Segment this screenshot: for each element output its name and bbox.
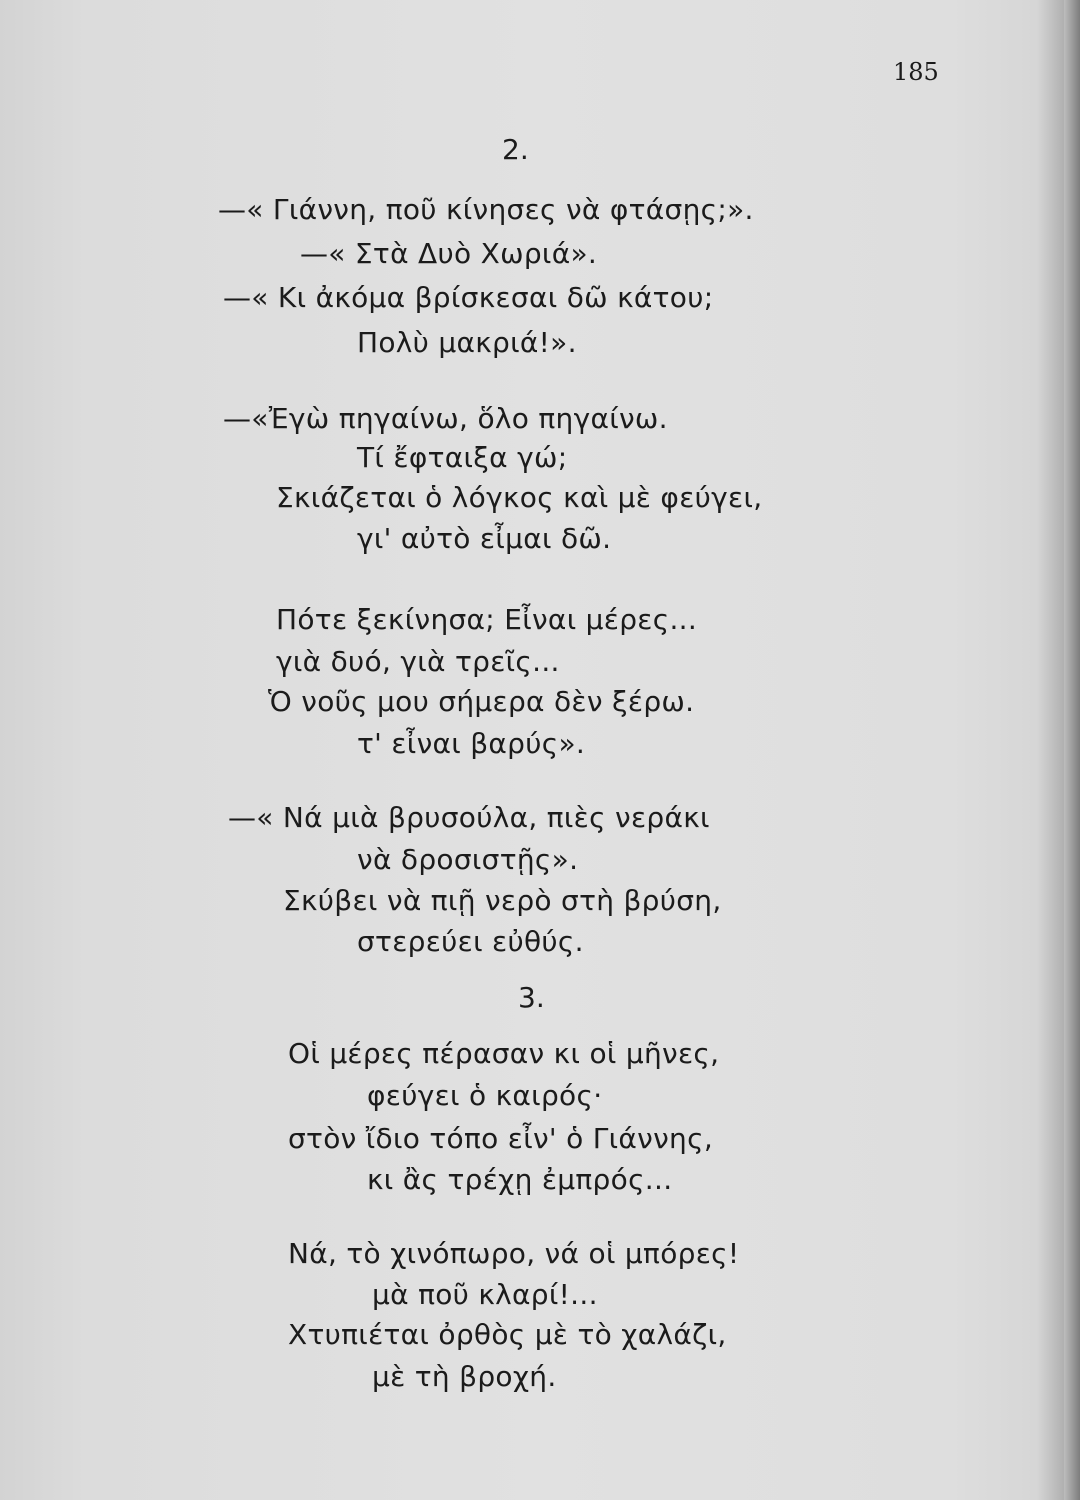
poem-line: στερεύει εὐθύς. <box>357 925 584 958</box>
poem-line: τ' εἶναι βαρύς». <box>357 727 586 760</box>
poem-line: Ὁ νοῦς μου σήμερα δὲν ξέρω. <box>268 685 695 718</box>
poem-line: Οἱ μέρες πέρασαν κι οἱ μῆνες, <box>288 1037 720 1070</box>
poem-line: Τί ἔφταιξα γώ; <box>357 441 568 474</box>
poem-line: νὰ δροσιστῇς». <box>357 843 579 876</box>
poem-line: μὰ ποῦ κλαρί!... <box>372 1278 598 1311</box>
poem-line: γιὰ δυό, γιὰ τρεῖς... <box>276 645 560 678</box>
poem-line: —« Στὰ Δυὸ Χωριά». <box>300 237 598 270</box>
page-edge-shadow <box>1064 0 1080 1500</box>
poem-line: Σκιάζεται ὁ λόγκος καὶ μὲ φεύγει, <box>276 481 763 514</box>
poem-line: στὸν ἴδιο τόπο εἶν' ὁ Γιάννης, <box>288 1122 714 1155</box>
poem-line: —« Γιάννη, ποῦ κίνησες νὰ φτάσῃς;». <box>218 193 754 226</box>
poem-line: Πολὺ μακριά!». <box>357 326 577 359</box>
poem-line: Σκύβει νὰ πιῇ νερὸ στὴ βρύση, <box>283 884 722 917</box>
poem-line: μὲ τὴ βροχή. <box>372 1360 557 1393</box>
poem-line: Πότε ξεκίνησα; Εἶναι μέρες... <box>276 603 698 636</box>
section-number-2: 2. <box>502 133 529 166</box>
poem-line: Νά, τὸ χινόπωρο, νά οἱ μπόρες! <box>288 1237 740 1270</box>
poem-line: —« Νά μιὰ βρυσούλα, πιὲς νεράκι <box>228 801 710 834</box>
section-number-3: 3. <box>518 981 545 1014</box>
poem-line: φεύγει ὁ καιρός· <box>367 1079 603 1112</box>
poem-line: —« Κι ἀκόμα βρίσκεσαι δῶ κάτου; <box>223 281 714 314</box>
poem-line: γι' αὐτὸ εἶμαι δῶ. <box>357 522 612 555</box>
poem-line: Χτυπιέται ὀρθὸς μὲ τὸ χαλάζι, <box>288 1318 727 1351</box>
page-number: 185 <box>893 58 939 86</box>
poem-line: —«Ἐγὼ πηγαίνω, ὅλο πηγαίνω. <box>223 402 668 435</box>
poem-line: κι ἂς τρέχῃ ἐμπρός... <box>367 1163 673 1196</box>
